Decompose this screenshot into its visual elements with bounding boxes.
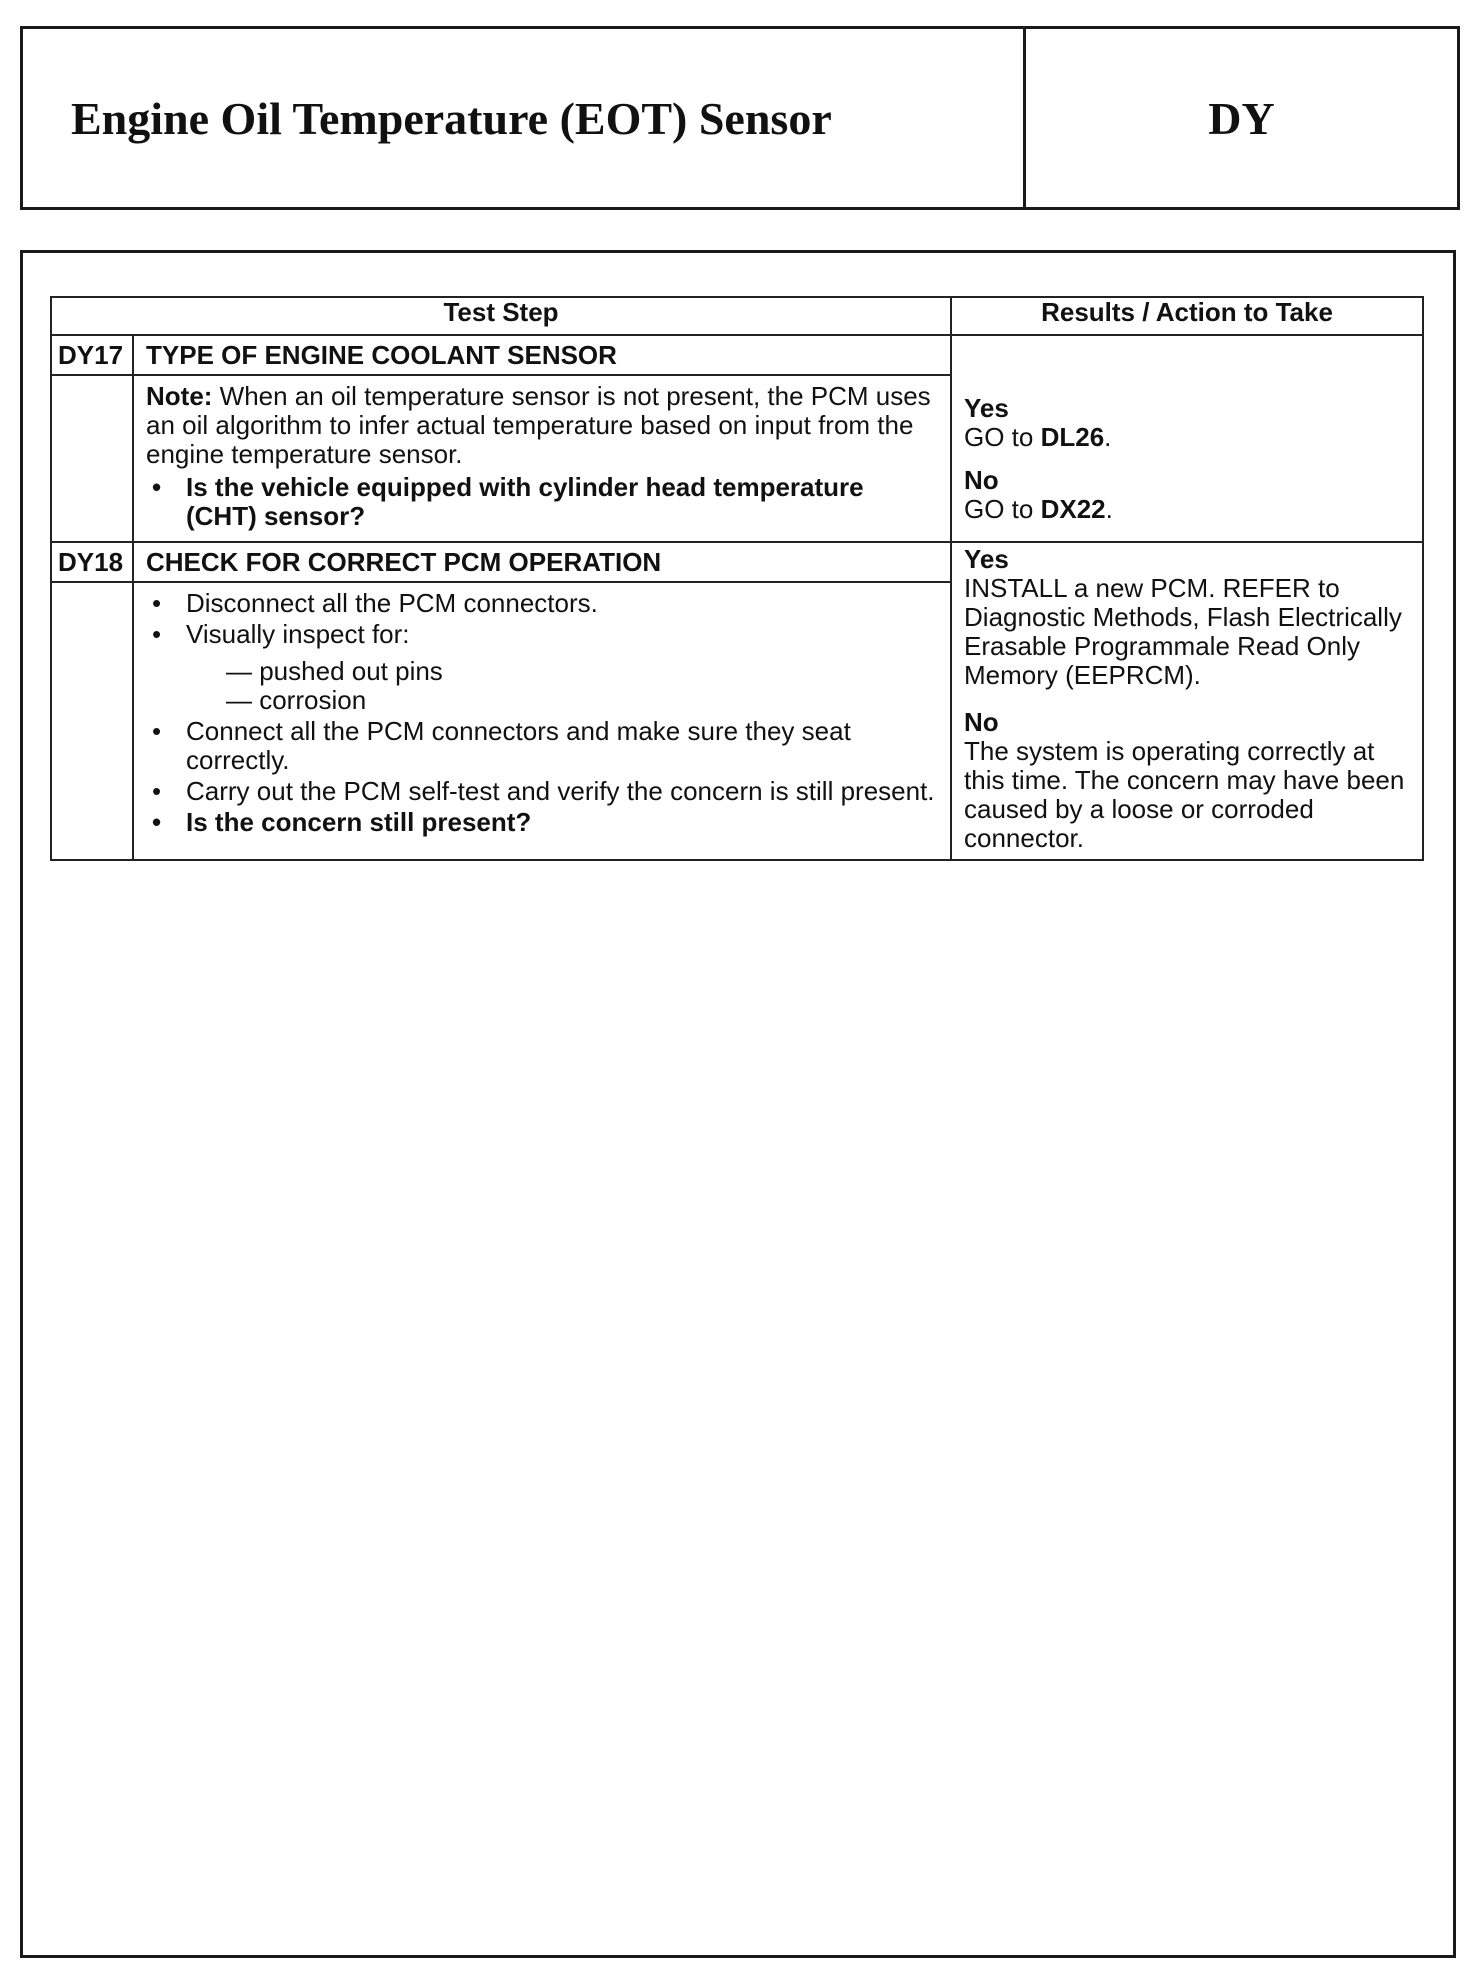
bullet-icon: • [152,776,162,806]
result-no-suffix: . [1105,494,1113,524]
step-question [146,473,938,531]
step-bullet [146,717,938,775]
bullet-icon: • [152,807,162,837]
step-id: DY18 [51,542,133,582]
step-content-dy18 [133,582,951,860]
note-text: When an oil temperature sensor is not present, the PCM uses an oil algorithm to infer actual temperature based on input from the engine temperature sensor. [146,381,931,469]
step-content-dy17 [133,375,951,542]
table-header-row [51,297,1423,335]
section-code: DY [1208,92,1275,144]
question-text: Is the vehicle equipped with cylinder head temperature (CHT) sensor? [186,472,864,531]
step-id-blank [51,375,133,542]
inspect-sub-list [186,657,938,715]
bullet-icon: • [152,588,162,618]
result-yes-prefix: GO to [964,422,1041,452]
result-yes-label: Yes [964,544,1009,574]
result-yes-action: INSTALL a new PCM. REFER to Diagnostic Methods, Flash Electrically Erasable Programmale Read Only Memory (EEPRCM). [964,573,1402,690]
step-bullet [146,620,938,715]
bullet-text: Disconnect all the PCM connectors. [186,588,598,618]
result-no-label: No [964,465,999,495]
bullet-icon: • [152,619,162,649]
step-bullet [146,777,938,806]
result-yes-label: Yes [964,393,1009,423]
result-yes-action [964,423,1416,452]
result-no-action: The system is operating correctly at this time. The concern may have been caused by a loose or corroded connector. [964,736,1405,853]
sub-item: — pushed out pins [226,656,443,686]
step-title: CHECK FOR CORRECT PCM OPERATION [133,542,951,582]
step-id-blank [51,582,133,860]
page-title: Engine Oil Temperature (EOT) Sensor [23,29,1026,207]
step-question [146,808,938,837]
result-no-prefix: GO to [964,494,1041,524]
header-results: Results / Action to Take [951,297,1423,335]
step-id: DY17 [51,335,133,375]
step-results-dy17 [951,335,1423,542]
step-row-dy18 [51,542,1423,582]
page-header [20,26,1460,210]
header-test-step: Test Step [51,297,951,335]
result-no-goto-code: DX22 [1040,494,1106,524]
sub-item: — corrosion [226,685,367,715]
result-no-action [964,495,1416,524]
step-note [146,382,938,469]
bullet-text: Connect all the PCM connectors and make sure they seat correctly. [186,716,851,775]
step-row-dy17 [51,335,1423,375]
note-label: Note: [146,381,213,411]
result-yes-goto-code: DL26 [1040,422,1105,452]
result-no-label: No [964,707,999,737]
result-yes-suffix: . [1104,422,1112,452]
step-results-dy18 [951,542,1423,860]
step-title: TYPE OF ENGINE COOLANT SENSOR [133,335,951,375]
bullet-icon: • [152,716,162,746]
step-bullets [146,473,938,531]
test-step-table [50,296,1424,861]
question-text: Is the concern still present? [186,807,532,837]
bullet-text: Visually inspect for: [186,619,410,649]
bullet-text: Carry out the PCM self-test and verify the concern is still present. [186,776,935,806]
bullet-icon: • [152,472,162,502]
step-bullets [146,589,938,837]
step-bullet [146,589,938,618]
